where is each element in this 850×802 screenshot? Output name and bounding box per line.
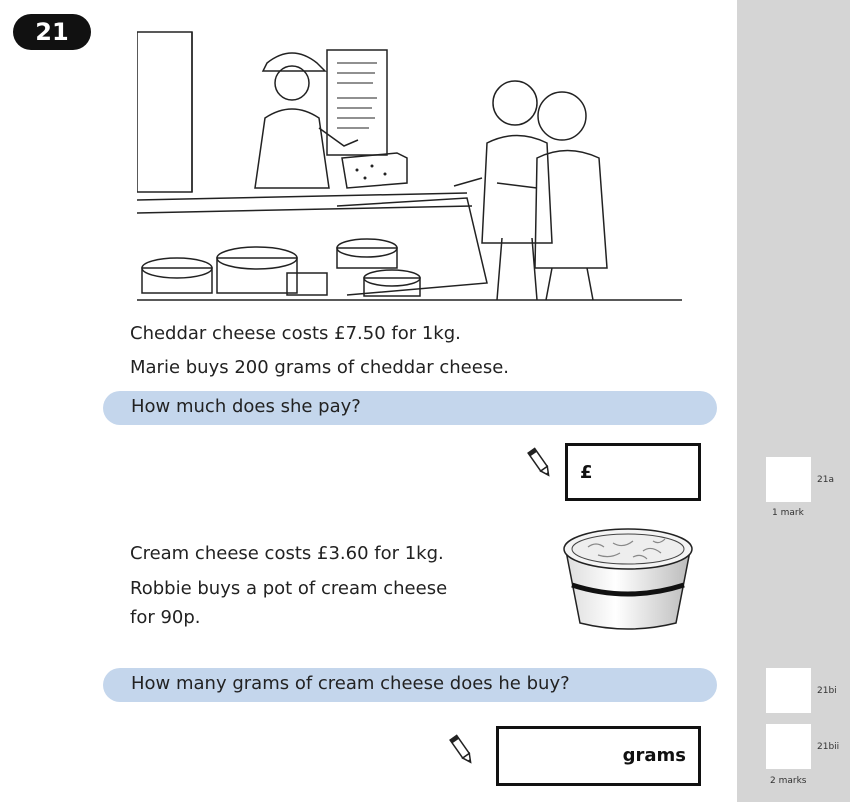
answer-box-21b[interactable] bbox=[496, 726, 701, 786]
answer-box-21a[interactable] bbox=[565, 443, 701, 501]
mark-box-21a bbox=[766, 457, 811, 502]
cream-cheese-tub-illustration bbox=[558, 523, 698, 635]
mark-box-21bii bbox=[766, 724, 811, 769]
question-21b-text: How many grams of cream cheese does he buy? bbox=[131, 673, 570, 694]
mark-label-21bi: 21bi bbox=[817, 686, 837, 696]
cream-cheese-price-text: Cream cheese costs £3.60 for 1kg. bbox=[130, 543, 444, 564]
question-21b-prompt bbox=[103, 668, 717, 702]
mark-box-21bi bbox=[766, 668, 811, 713]
grams-unit: grams bbox=[622, 745, 686, 766]
cheddar-price-text: Cheddar cheese costs £7.50 for 1kg. bbox=[130, 323, 461, 344]
mark-label-21a: 21a bbox=[817, 475, 834, 485]
question-number: 21 bbox=[13, 14, 91, 50]
mark-value-21b: 2 marks bbox=[770, 776, 807, 786]
pencil-icon bbox=[449, 733, 475, 767]
marie-purchase-text: Marie buys 200 grams of cheddar cheese. bbox=[130, 357, 509, 378]
robbie-purchase-text: Robbie buys a pot of cream cheese bbox=[130, 578, 448, 599]
question-21a-prompt bbox=[103, 391, 717, 425]
mark-value-21a: 1 mark bbox=[772, 508, 804, 518]
robbie-purchase-text-cont: for 90p. bbox=[130, 607, 201, 628]
question-21a-text: How much does she pay? bbox=[131, 396, 361, 417]
mark-label-21bii: 21bii bbox=[817, 742, 840, 752]
pound-sign: £ bbox=[580, 462, 593, 483]
cheese-shop-illustration bbox=[137, 28, 682, 303]
pencil-icon bbox=[527, 446, 553, 480]
